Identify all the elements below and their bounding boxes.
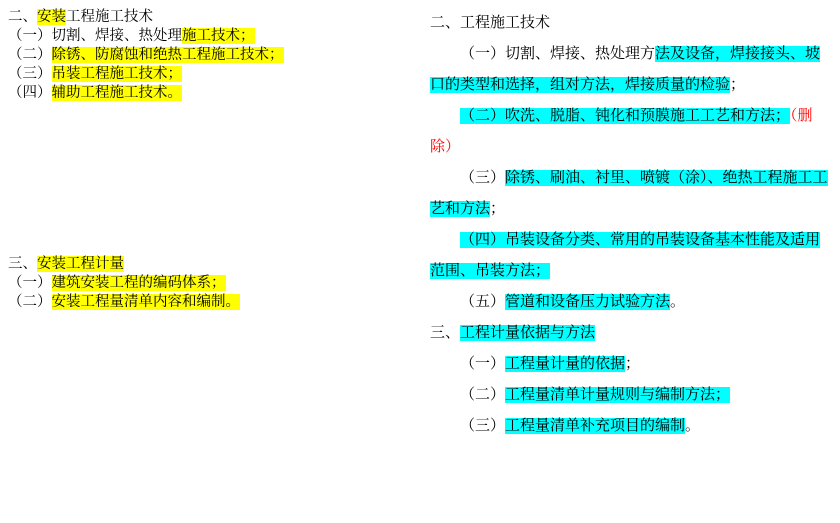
item-number: （三） [460,170,506,186]
right-section2-item-5 [430,287,832,318]
right-section3-heading-prefix: 三、 [430,325,461,341]
right-section3-heading-highlight: 工程计量依据与方法 [460,325,596,341]
left-section3-item-1 [8,274,414,293]
item-segment-highlight: 工程量清单补充项目的编制 [505,418,686,434]
item-number: （二） [8,294,52,310]
right-section2-heading: 二、工程施工技术 [430,15,551,31]
left-section2-heading-prefix: 二、 [8,9,37,25]
item-highlight-text: 辅助工程施工技术。 [51,85,182,101]
left-section2-item-4 [8,84,414,103]
item-segment-tail: 。 [670,294,686,310]
item-segment-highlight: 法及设备，焊接接头、坡口的类型和选择，组对方法，焊接质量的检验 [430,46,821,93]
item-number: （二） [8,47,52,63]
item-number: （二） [460,108,506,124]
item-number: （一） [8,28,52,44]
item-highlight-text: 安装工程量清单内容和编制。 [51,294,240,310]
item-number: （四） [8,85,52,101]
right-section2-item-2 [430,101,832,163]
right-section2-item-1 [430,39,832,101]
item-segment-tail: ； [490,201,506,217]
item-segment-tail: ； [625,356,641,372]
left-section2-item-2 [8,46,414,65]
item-highlight-text: 施工技术； [182,28,255,44]
left-section3-item-2 [8,293,414,312]
item-segment-highlight: 吹洗、脱脂、钝化和预膜施工工艺和方法； [505,108,791,124]
item-highlight-text: 吊装工程施工技术； [51,66,182,82]
item-number: （一） [8,275,52,291]
item-highlight-text: 除锈、防腐蚀和绝热工程施工技术； [51,47,284,63]
item-segment-deleted-note: （删除） [430,108,813,155]
left-section3-heading-highlight: 安装工程计量 [37,256,124,272]
item-segment-plain: 切割、焊接、热处理方 [505,46,656,62]
item-segment-highlight: 管道和设备压力试验方法 [505,294,671,310]
item-number: （二） [460,387,506,403]
left-section3-heading [8,255,414,274]
right-section3-item-3 [430,411,832,442]
item-number: （三） [460,418,506,434]
left-section2-item-1 [8,27,414,46]
item-segment-tail: ； [730,77,746,93]
right-section3-item-1 [430,349,832,380]
item-segment-tail: 。 [685,418,701,434]
right-section3-heading [430,318,832,349]
right-column [420,0,840,442]
right-section3-item-2 [430,380,832,411]
left-column [0,0,420,312]
left-section2-heading [8,8,414,27]
left-section2-heading-highlight: 安装 [37,9,66,25]
item-segment-highlight: 吊装设备分类、常用的吊装设备基本性能及适用范围、吊装方法； [430,232,821,279]
left-section2-heading-rest: 工程施工技术 [66,9,153,25]
item-number: （五） [460,294,506,310]
item-number: （一） [460,356,506,372]
item-highlight-text: 建筑安装工程的编码体系； [51,275,226,291]
left-section2-item-3 [8,65,414,84]
item-number: （四） [460,232,506,248]
item-segment-highlight: 工程量清单计量规则与编制方法； [505,387,731,403]
left-section3-heading-prefix: 三、 [8,256,37,272]
item-number: （三） [8,66,52,82]
right-section2-item-3 [430,163,832,225]
right-section2-item-4 [430,225,832,287]
item-plain-text: 切割、焊接、热处理 [51,28,182,44]
item-number: （一） [460,46,506,62]
left-column-spacer [8,103,414,255]
item-segment-highlight: 工程量计量的依据 [505,356,626,372]
item-segment-highlight: 除锈、刷油、衬里、喷镀（涂）、绝热工程施工工艺和方法 [430,170,828,217]
